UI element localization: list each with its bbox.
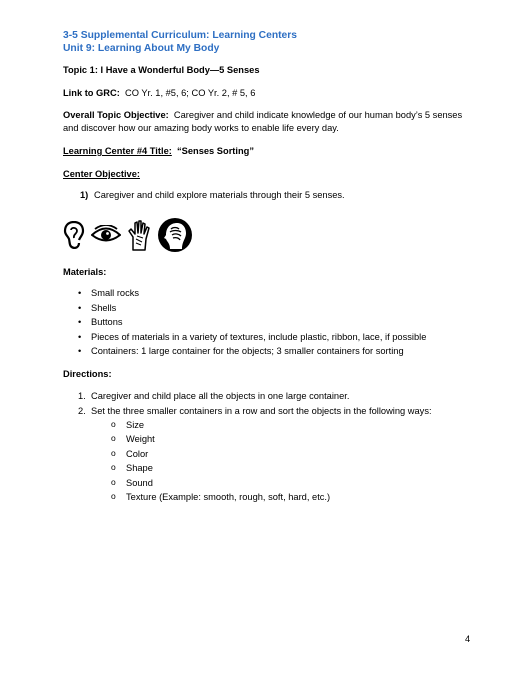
materials-label: Materials: <box>63 266 107 277</box>
center-objective-item <box>63 189 473 202</box>
head-profile-icon <box>157 217 193 253</box>
list-item: • Small rocks <box>63 286 473 300</box>
directions-list <box>63 389 473 504</box>
link-label: Link to GRC: <box>63 87 120 98</box>
list-item: • Containers: 1 large container for the objects; 3 smaller containers for sorting <box>63 344 473 358</box>
objective-item-number: 1) <box>80 189 89 200</box>
eye-icon <box>91 225 121 245</box>
header-line-2: Unit 9: Learning About My Body <box>63 42 220 54</box>
list-item: o Weight <box>91 432 473 446</box>
list-item: o Color <box>91 447 473 461</box>
center-title-value: “Senses Sorting” <box>177 146 254 157</box>
list-item <box>63 389 473 403</box>
list-item: • Shells <box>63 301 473 315</box>
list-item: o Sound <box>91 476 473 490</box>
list-item: • Buttons <box>63 315 473 329</box>
page-number: 4 <box>465 634 471 644</box>
objective-label: Overall Topic Objective: <box>63 110 169 121</box>
center-objective-label: Center Objective: <box>63 168 140 179</box>
overall-objective <box>63 109 473 135</box>
center-title-label: Learning Center #4 Title: <box>63 146 172 157</box>
list-item: o Texture (Example: smooth, rough, soft, hard, etc.) <box>91 490 473 504</box>
materials-list <box>63 286 473 358</box>
direction-text: Set the three smaller containers in a row and sort the objects in the following ways: <box>91 405 432 416</box>
hand-icon <box>127 219 151 251</box>
senses-icons <box>63 216 473 254</box>
ear-icon <box>63 221 85 249</box>
link-value: CO Yr. 1, #5, 6; CO Yr. 2, # 5, 6 <box>124 87 256 98</box>
objective-item-text: Caregiver and child explore materials through their 5 senses. <box>94 189 345 200</box>
list-item: o Shape <box>91 461 473 475</box>
direction-text: Caregiver and child place all the objects in one large container. <box>91 391 350 402</box>
direction-number: 2. <box>78 405 86 416</box>
direction-number: 1. <box>78 391 86 402</box>
list-item <box>63 404 473 505</box>
header-line-1: 3-5 Supplemental Curriculum: Learning Centers <box>63 30 298 41</box>
list-item: • Pieces of materials in a variety of textures, include plastic, ribbon, lace, if possible <box>63 330 473 344</box>
topic-heading: Topic 1: I Have a Wonderful Body—5 Senses <box>63 64 260 75</box>
directions-label: Directions: <box>63 369 112 380</box>
objective-text: Caregiver and child indicate knowledge of our human body’s 5 senses and discover how our amazing body works to enable life every day. <box>63 110 463 134</box>
page-content <box>63 30 473 504</box>
center-title <box>63 145 473 158</box>
sort-criteria-list <box>91 418 473 504</box>
link-to-grc <box>63 87 473 100</box>
list-item: o Size <box>91 418 473 432</box>
